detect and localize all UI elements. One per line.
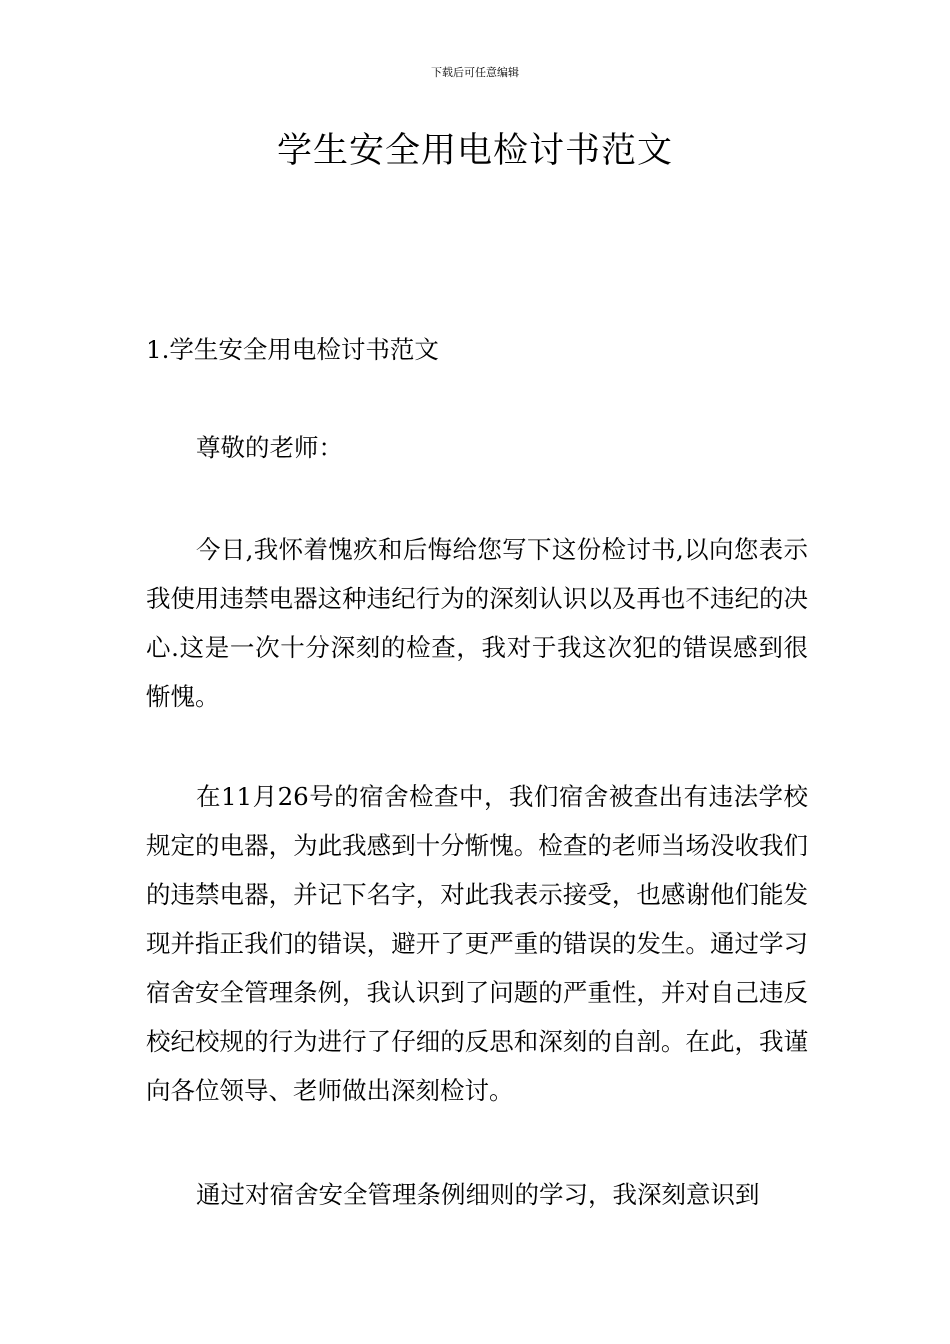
paragraph-1: 今日,我怀着愧疚和后悔给您写下这份检讨书,以向您表示我使用违禁电器这种违纪行为的深刻认识以及再也不违纪的决心.这是一次十分深刻的检查，我对于我这次犯的错误感到很惭愧。 [146, 535, 808, 711]
document-title: 学生安全用电检讨书范文 [276, 131, 673, 171]
section-heading: 1.学生安全用电检讨书范文 [146, 335, 439, 364]
paragraph-3: 通过对宿舍安全管理条例细则的学习，我深刻意识到 [196, 1180, 760, 1209]
paragraph-2: 在11月26号的宿舍检查中，我们宿舍被查出有违法学校规定的电器，为此我感到十分惭愧。检查的老师当场没收我们的违禁电器，并记下名字，对此我表示接受，也感谢他们能发现并指正我们的错误，避开了更严重的错误的发生。通过学习宿舍安全管理条例，我认识到了问题的严重性，并对自己违反校纪校规的行为进行了仔细的反思和深刻的自剖。在此，我谨向各位领导、老师做出深刻检讨。 [146, 782, 808, 1105]
salutation: 尊敬的老师： [196, 433, 343, 462]
header-note: 下载后可任意编辑 [431, 66, 519, 79]
